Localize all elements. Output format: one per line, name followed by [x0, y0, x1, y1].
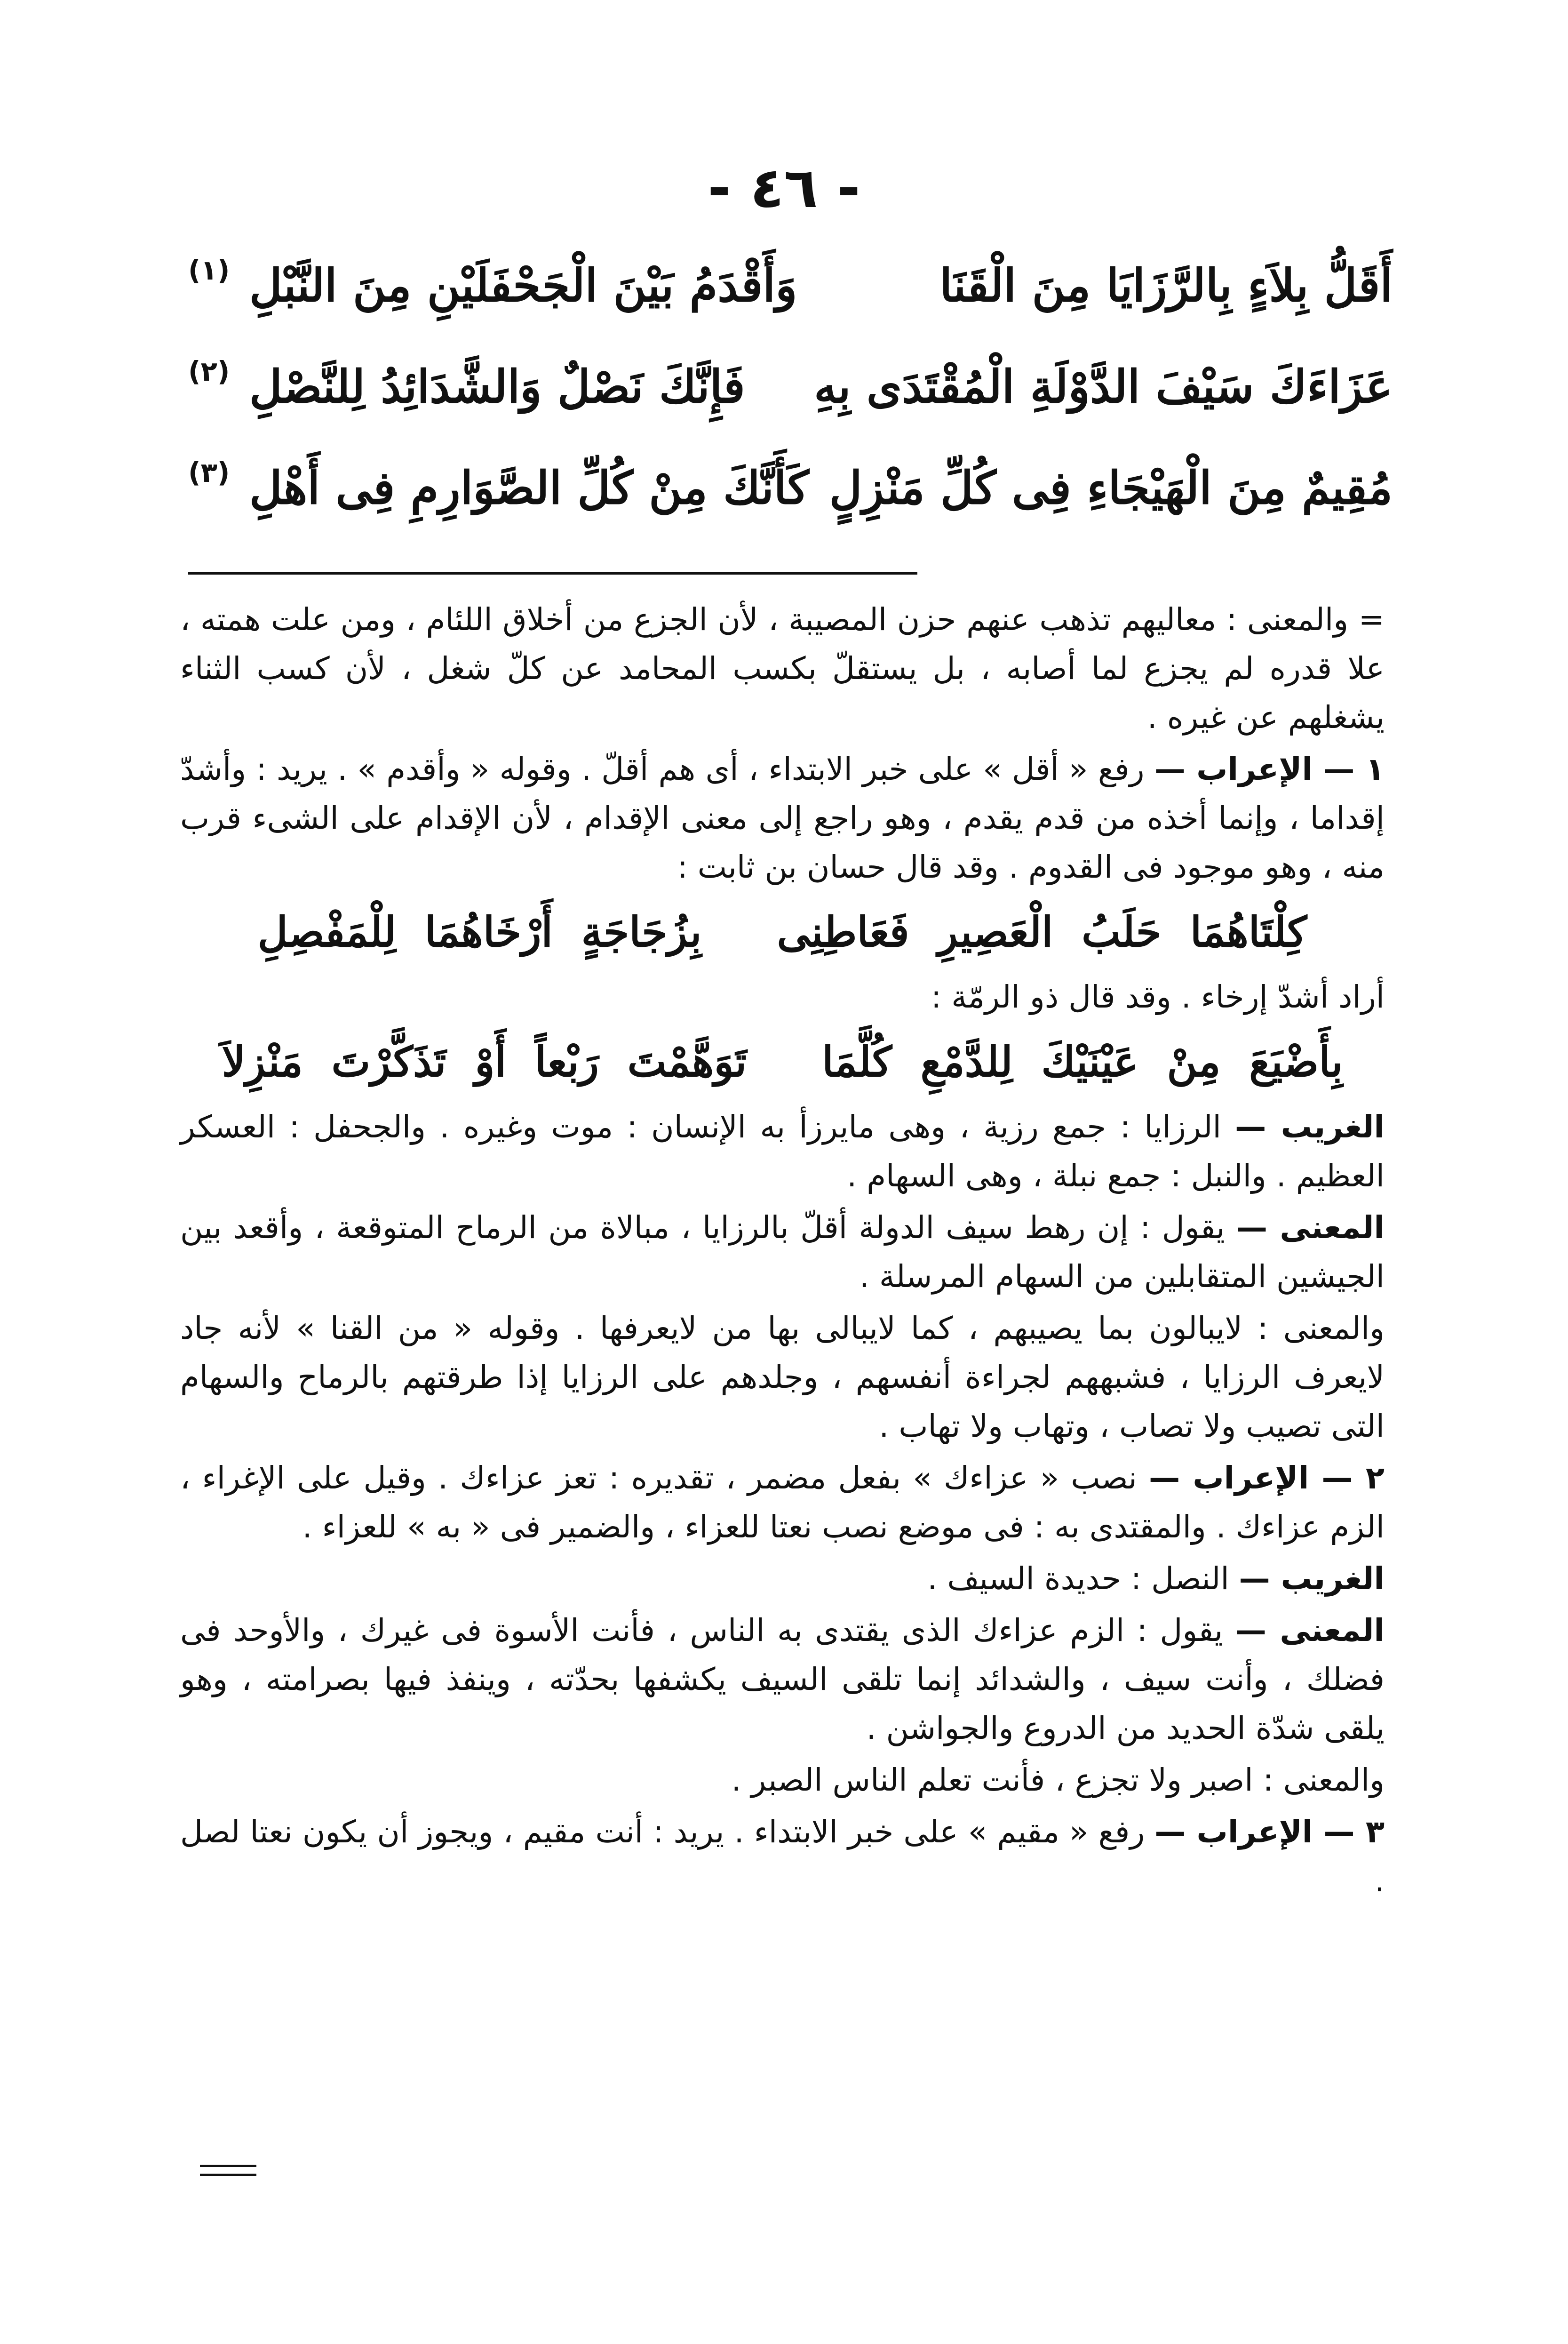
note-2-gharib — [180, 1554, 1385, 1603]
note-2-gharib-text: النصل : حديدة السيف . — [927, 1560, 1229, 1597]
note-2-irab-label: ٢ — الإعراب — — [1149, 1460, 1385, 1496]
verse-3 — [188, 447, 1393, 548]
note-1-irab — [180, 745, 1385, 892]
quoted-verse-dhu-rumma-first: بِأَضْيَعَ مِنْ عَيْنَيْكَ لِلدَّمْعِ كُلَّمَا — [822, 1037, 1343, 1086]
verse-2 — [188, 346, 1393, 447]
note-1-irab-text: رفع « أقل » على خبر الابتداء ، أى هم أقلّ . وقوله « وأقدم » . يريد : وأشدّ إقداما ، وإنما أخذه من قدم يقدم ، وهو راجع إلى معنى الإقدام ، لأن الإقدام على الشىء قرب منه ، وهو موجود فى القدوم . وقد قال حسان بن ثابت : — [180, 751, 1385, 885]
quoted-verse-dhu-rumma-second: تَوَهَّمْتَ رَبْعاً أَوْ تَذَكَّرْتَ مَنْزِلاَ — [222, 1037, 747, 1086]
note-1-gharib — [180, 1103, 1385, 1200]
verse-2-first-hemistich: عَزَاءَكَ سَيْفَ الدَّوْلَةِ الْمُقْتَدَى بِهِ — [814, 360, 1393, 413]
commentary — [180, 595, 1385, 1908]
verse-1 — [188, 245, 1393, 346]
note-2-maana-explanation: والمعنى : اصبر ولا تجزع ، فأنت تعلم الناس الصبر . — [731, 1762, 1385, 1798]
note-3-irab-label: ٣ — الإعراب — — [1154, 1814, 1385, 1850]
quoted-verse-hassan — [180, 896, 1385, 967]
note-1-irab-label: ١ — الإعراب — — [1154, 751, 1385, 787]
section-divider — [188, 572, 917, 575]
note-1-maana — [180, 1203, 1385, 1301]
note-1-gharib-text: الرزايا : جمع رزية ، وهى مايرزأ به الإنسان : موت وغيره . والجحفل : العسكر العظيم . والنبل : جمع نبلة ، وهى السهام . — [180, 1109, 1385, 1194]
note-1-maana-label: المعنى — — [1236, 1209, 1385, 1246]
note-2-gharib-label: الغريب — — [1239, 1560, 1385, 1597]
note-1-gharib-label: الغريب — — [1235, 1109, 1385, 1145]
continuation-mark — [200, 2165, 256, 2183]
page-number: - ٤٦ - — [708, 155, 860, 220]
note-2-maana — [180, 1606, 1385, 1753]
verse-1-first-hemistich: أَقَلُّ بِلاَءٍ بِالرَّزَايَا مِنَ الْقَنَا — [939, 259, 1393, 312]
quoted-verse-hassan-first: كِلْتَاهُمَا حَلَبُ الْعَصِيرِ فَعَاطِنِى — [777, 907, 1307, 956]
verse-3-first-hemistich: مُقِيمٌ مِنَ الْهَيْجَاءِ فِى كُلِّ مَنْزِلٍ — [829, 461, 1393, 514]
quoted-verse-hassan-second: بِزُجَاجَةٍ أَرْخَاهُمَا لِلْمَفْصِلِ — [257, 907, 702, 956]
commentary-intro: = والمعنى : معاليهم تذهب عنهم حزن المصيبة ، لأن الجزع من أخلاق اللئام ، ومن علت همته ، علا قدره لم يجزع لما أصابه ، بل يستقلّ بكسب المحامد عن كلّ شغل ، لأن كسب الثناء يشغلهم عن غيره . — [180, 601, 1385, 736]
verse-2-footnote-ref: (٢) — [188, 355, 230, 387]
note-2-maana-label: المعنى — — [1235, 1612, 1385, 1648]
verse-3-second-hemistich: كَأَنَّكَ مِنْ كُلِّ الصَّوَارِمِ فِى أَهْلِ — [249, 461, 809, 514]
quoted-verse-dhu-rumma — [180, 1026, 1385, 1097]
note-2-maana-text: يقول : الزم عزاءك الذى يقتدى به الناس ، فأنت الأسوة فى غيرك ، والأوحد فى فضلك ، وأنت سيف ، والشدائد إنما تلقى السيف يكشفها بحدّته ، وينفذ فيها بصرامته ، وهو يلقى شدّة الحديد من الدروع والجواشن . — [180, 1612, 1385, 1746]
verse-1-second-hemistich: وَأَقْدَمُ بَيْنَ الْجَحْفَلَيْنِ مِنَ النَّبْلِ — [249, 259, 797, 312]
note-2-irab-text: نصب « عزاءك » بفعل مضمر ، تقديره : تعز عزاءك . وقيل على الإغراء ، الزم عزاءك . والمقتدى به : فى موضع نصب نعتا للعزاء ، والضمير فى « به » للعزاء . — [180, 1460, 1385, 1545]
verse-3-footnote-ref: (٣) — [188, 456, 230, 488]
note-3-irab — [180, 1808, 1385, 1905]
note-3-irab-text: رفع « مقيم » على خبر الابتداء . يريد : أنت مقيم ، ويجوز أن يكون نعتا لصل . — [180, 1814, 1385, 1899]
note-2-irab — [180, 1454, 1385, 1552]
note-1-maana-explanation: والمعنى : لايبالون بما يصيبهم ، كما لايبالى بها من لايعرفها . وقوله « من القنا » لأنه جاد لايعرف الرزايا ، فشبههم لجراءة أنفسهم ، وجلدهم على الرزايا إذا طرقتهم بالرماح والسهام التى تصيب ولا تصاب ، وتهاب ولا تهاب . — [180, 1310, 1385, 1444]
note-1-maana-text: يقول : إن رهط سيف الدولة أقلّ بالرزايا ، مبالاة من الرماح المتوقعة ، وأقعد بين الجيشين المتقابلين من السهام المرسلة . — [180, 1209, 1385, 1295]
verse-2-second-hemistich: فَإِنَّكَ نَصْلٌ وَالشَّدَائِدُ لِلنَّصْلِ — [249, 360, 745, 413]
verse-block — [188, 245, 1393, 548]
note-1-irab-continued: أراد أشدّ إرخاء . وقد قال ذو الرمّة : — [931, 979, 1385, 1015]
verse-1-footnote-ref: (١) — [188, 254, 230, 286]
